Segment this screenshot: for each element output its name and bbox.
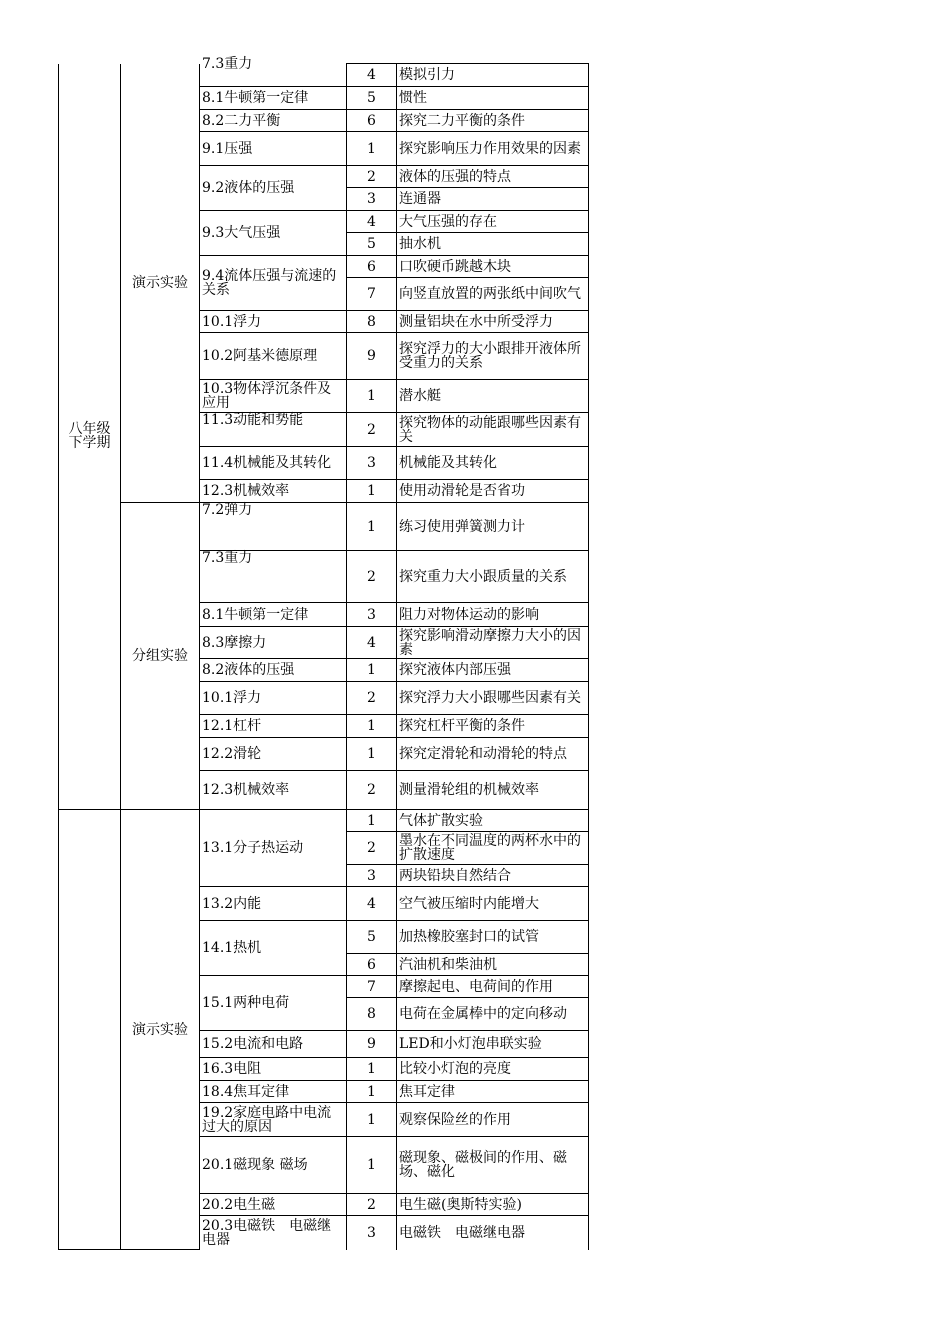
number-cell: 1 [347,380,397,413]
experiment-cell: 口吹硬币跳越木块 [397,256,589,278]
experiment-cell: 气体扩散实验 [397,810,589,832]
experiment-cell: 磁现象、磁极间的作用、磁场、磁化 [397,1137,589,1194]
section-cell: 9.1压强 [200,132,347,166]
section-cell: 19.2家庭电路中电流过大的原因 [200,1103,347,1137]
section-cell: 10.2阿基米德原理 [200,333,347,380]
experiment-cell: 大气压强的存在 [397,211,589,233]
number-cell: 3 [347,188,397,211]
number-cell: 8 [347,311,397,333]
experiment-cell: 探究浮力大小跟哪些因素有关 [397,682,589,715]
section-cell: 12.3机械效率 [200,480,347,503]
section-cell: 11.4机械能及其转化 [200,447,347,480]
number-cell: 2 [347,682,397,715]
number-cell: 2 [347,166,397,188]
experiment-cell: 空气被压缩时内能增大 [397,887,589,921]
experiment-cell: 探究影响滑动摩擦力大小的因素 [397,627,589,659]
number-cell: 4 [347,64,397,87]
experiment-cell: 连通器 [397,188,589,211]
experiment-cell: 电荷在金属棒中的定向移动 [397,998,589,1031]
section-cell: 8.3摩擦力 [200,627,347,659]
section-cell: 7.2弹力 [200,503,347,551]
experiment-cell: LED和小灯泡串联实验 [397,1031,589,1058]
experiment-cell: 测量滑轮组的机械效率 [397,771,589,810]
experiment-cell: 墨水在不同温度的两杯水中的扩散速度 [397,832,589,865]
experiment-cell: 加热橡胶塞封口的试管 [397,921,589,954]
section-cell: 7.3重力 [200,64,347,87]
experiment-cell: 练习使用弹簧测力计 [397,503,589,551]
number-cell: 9 [347,333,397,380]
number-cell: 2 [347,771,397,810]
number-cell: 4 [347,887,397,921]
experiment-cell: 比较小灯泡的亮度 [397,1058,589,1081]
experiment-cell: 液体的压强的特点 [397,166,589,188]
section-cell: 18.4焦耳定律 [200,1081,347,1103]
number-cell: 9 [347,1031,397,1058]
table-row [59,503,589,551]
experiment-cell: 汽油机和柴油机 [397,954,589,976]
experiment-table [58,55,589,1250]
number-cell: 6 [347,954,397,976]
number-cell: 3 [347,865,397,887]
section-cell: 20.1磁现象 磁场 [200,1137,347,1194]
number-cell: 1 [347,1103,397,1137]
experiment-cell: 电生磁(奥斯特实验) [397,1194,589,1216]
number-cell: 1 [347,503,397,551]
section-cell: 12.2滑轮 [200,738,347,771]
section-cell: 20.3电磁铁 电磁继电器 [200,1216,347,1250]
section-cell: 13.1分子热运动 [200,810,347,887]
table-row [59,64,589,87]
number-cell: 2 [347,551,397,603]
section-cell: 11.3动能和势能 [200,413,347,447]
number-cell: 7 [347,976,397,998]
number-cell: 2 [347,1194,397,1216]
experiment-cell: 探究重力大小跟质量的关系 [397,551,589,603]
number-cell: 3 [347,447,397,480]
grade-cell [59,810,121,1250]
experiment-cell: 探究物体的动能跟哪些因素有关 [397,413,589,447]
section-cell: 8.2二力平衡 [200,110,347,132]
section-cell: 15.2电流和电路 [200,1031,347,1058]
experiment-cell: 探究杠杆平衡的条件 [397,715,589,738]
section-cell: 10.1浮力 [200,311,347,333]
experiment-cell: 两块铅块自然结合 [397,865,589,887]
number-cell: 2 [347,832,397,865]
number-cell: 5 [347,233,397,256]
category-cell: 演示实验 [121,64,200,503]
section-cell: 8.1牛顿第一定律 [200,87,347,110]
section-cell: 10.3物体浮沉条件及应用 [200,380,347,413]
section-cell: 9.4流体压强与流速的关系 [200,256,347,311]
number-cell: 6 [347,256,397,278]
number-cell: 1 [347,1137,397,1194]
experiment-cell: 探究影响压力作用效果的因素 [397,132,589,166]
experiment-cell: 阻力对物体运动的影响 [397,603,589,627]
section-cell: 13.2内能 [200,887,347,921]
number-cell: 8 [347,998,397,1031]
section-cell: 12.1杠杆 [200,715,347,738]
spreadsheet [58,55,588,1250]
section-cell: 9.3大气压强 [200,211,347,256]
number-cell: 1 [347,1058,397,1081]
section-cell: 16.3电阻 [200,1058,347,1081]
experiment-cell: 测量铝块在水中所受浮力 [397,311,589,333]
number-cell: 1 [347,1081,397,1103]
section-cell: 8.2液体的压强 [200,659,347,682]
section-cell: 14.1热机 [200,921,347,976]
experiment-cell: 抽水机 [397,233,589,256]
number-cell: 1 [347,738,397,771]
experiment-cell: 焦耳定律 [397,1081,589,1103]
experiment-cell: 机械能及其转化 [397,447,589,480]
number-cell: 1 [347,132,397,166]
number-cell: 1 [347,480,397,503]
experiment-cell: 探究定滑轮和动滑轮的特点 [397,738,589,771]
grade-cell: 八年级 下学期 [59,64,121,810]
experiment-cell: 探究液体内部压强 [397,659,589,682]
section-cell: 15.1两种电荷 [200,976,347,1031]
number-cell: 1 [347,715,397,738]
number-cell: 6 [347,110,397,132]
category-cell: 分组实验 [121,503,200,810]
number-cell: 5 [347,87,397,110]
section-cell: 10.1浮力 [200,682,347,715]
experiment-cell: 探究二力平衡的条件 [397,110,589,132]
section-cell: 9.2液体的压强 [200,166,347,211]
number-cell: 1 [347,659,397,682]
table-row [59,810,589,832]
experiment-cell: 探究浮力的大小跟排开液体所受重力的关系 [397,333,589,380]
section-cell: 8.1牛顿第一定律 [200,603,347,627]
number-cell: 7 [347,278,397,311]
experiment-cell: 惯性 [397,87,589,110]
experiment-cell: 潜水艇 [397,380,589,413]
number-cell: 2 [347,413,397,447]
number-cell: 1 [347,810,397,832]
number-cell: 4 [347,627,397,659]
number-cell: 4 [347,211,397,233]
experiment-cell: 模拟引力 [397,64,589,87]
experiment-cell: 向竖直放置的两张纸中间吹气 [397,278,589,311]
experiment-cell: 电磁铁 电磁继电器 [397,1216,589,1250]
section-cell: 7.3重力 [200,551,347,603]
category-cell: 演示实验 [121,810,200,1250]
number-cell: 5 [347,921,397,954]
experiment-cell: 使用动滑轮是否省功 [397,480,589,503]
section-cell: 12.3机械效率 [200,771,347,810]
number-cell: 3 [347,603,397,627]
section-cell: 20.2电生磁 [200,1194,347,1216]
number-cell: 3 [347,1216,397,1250]
experiment-cell: 摩擦起电、电荷间的作用 [397,976,589,998]
experiment-cell: 观察保险丝的作用 [397,1103,589,1137]
